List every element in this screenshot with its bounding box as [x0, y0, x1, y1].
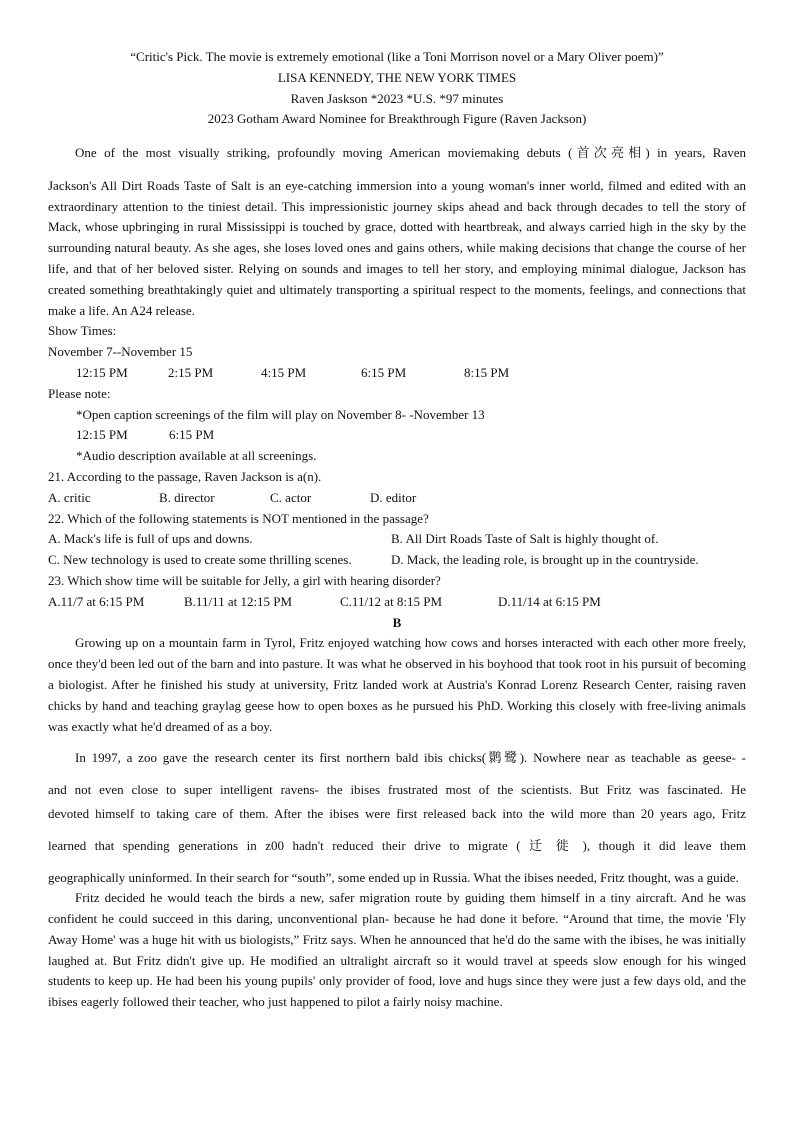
showtime: 8:15 PM	[464, 364, 510, 380]
option: A.11/7 at 6:15 PM	[48, 593, 145, 609]
option: C. actor	[270, 489, 312, 505]
showtimes-label: Show Times:	[48, 323, 117, 339]
option: D.11/14 at 6:15 PM	[498, 593, 601, 609]
question-21-stem: 21. According to the passage, Raven Jackson is a(n).	[48, 468, 322, 484]
option: C.11/12 at 8:15 PM	[340, 593, 443, 609]
option: B. All Dirt Roads Taste of Salt is highly thought of.	[391, 531, 659, 547]
passage-a	[48, 143, 746, 1013]
section-b-letter: B	[392, 614, 402, 630]
passage-a-body: Jackson's All Dirt Roads Taste of Salt is an eye-catching immersion into a young woman's inner world, filmed and edited with an extraordinary attention to the tiniest detail. This impressionistic journey skips ahead and back through decades to tell the story of Mack, whose upbringing in rural Mississippi is touched by grace, dotted with heartbreak, and always carried high in the sky by the surrounding natural beauty. As she ages, she loses loved ones and gains others, while making decisions that change the course of her life, and that of her beloved sister. Relying on sounds and images to tell her story, and employing minimal dialogue, Jackson has created something breathtakingly quiet and ultimately transporting a spiritual respect to the moments, feelings, and connections that make a life. An A24 release.	[48, 177, 746, 318]
film-info: Raven Jaskson *2023 *U.S. *97 minutes	[290, 90, 504, 106]
passage-b-paragraph-2	[48, 748, 746, 888]
showtime: 2:15 PM	[168, 364, 214, 380]
paragraph-line: devoted himself to taking care of them. After the ibises were first released back into the wild more than 20 years ago, Fritz	[48, 805, 746, 821]
option: A. Mack's life is full of ups and downs.	[48, 531, 253, 547]
note-audio: *Audio description available at all screenings.	[76, 448, 317, 464]
paragraph-line: learned that spending generations in z00 hadn't reduced their drive to migrate ( 迁 徙 ), though it did leave them	[48, 837, 746, 853]
question-22-options-cd	[48, 550, 746, 571]
question-21-options	[48, 488, 746, 509]
showtimes-row	[48, 363, 746, 384]
showtime: 4:15 PM	[261, 364, 307, 380]
passage-b-paragraph-3: Fritz decided he would teach the birds a new, safer migration route by guiding them himself in a tiny aircraft. And he was confident he could succeed in this daring, unconventional plan- because he had done it before. “Around that time, the movie 'Fly Away Home' was a huge hit with us biologists,” Fritz says. When he announced that he'd do the same with the ibises, he was initially laughed at. But Fritz didn't give up. He modified an ultralight aircraft so it would travel at speeds slow enough for his winged students to keep up. He had been his young pupils' only provider of food, love and hugs since they were just a few days old, and the ibises eagerly followed their teacher, who just happened to pilot a fairly noisy machine.	[48, 890, 746, 1010]
note-time: 6:15 PM	[169, 427, 215, 443]
note-label: Please note:	[48, 385, 111, 401]
paragraph-line: and not even close to super intelligent ravens- the ibises frustrated most of the scientists. But Fritz was fascinated. He	[48, 782, 746, 798]
option: D. editor	[370, 489, 417, 505]
paragraph-line: In 1997, a zoo gave the research center its first northern bald ibis chicks(鹮鹭). Nowhere near as teachable as geese- -	[75, 750, 746, 766]
option: A. critic	[48, 489, 91, 505]
option: B.11/11 at 12:15 PM	[184, 593, 293, 609]
showtime: 12:15 PM	[76, 364, 128, 380]
passage-b-paragraph-1: Growing up on a mountain farm in Tyrol, Fritz enjoyed watching how cows and horses interacted with each other more freely, once they'd been led out of the barn and into pasture. It was what he observed in his boyhood that took root in his pursuit of becoming a biologist. After he finished his study at university, Fritz landed work at Austria's Konrad Lorenz Research Center, raising raven chicks by hand and teaching graylag geese how to open boxes as he pursued his PhD. Working this closely with free-living animals was exactly what he'd dreamed of as a boy.	[48, 635, 746, 734]
question-23-options	[48, 592, 746, 613]
note-open-caption: *Open caption screenings of the film will play on November 8- -November 13	[76, 406, 485, 422]
option: B. director	[159, 489, 215, 505]
showtime: 6:15 PM	[361, 364, 407, 380]
note-time: 12:15 PM	[76, 427, 128, 443]
option: D. Mack, the leading role, is brought up in the countryside.	[391, 552, 699, 568]
showtimes-dates: November 7--November 15	[48, 344, 193, 360]
note-times-row	[48, 425, 746, 446]
paragraph-line: geographically uninformed. In their search for “south”, some ended up in Russia. What the ibises needed, Fritz thought, was a guide.	[48, 869, 739, 885]
question-22-options-ab	[48, 529, 746, 550]
quote-source: LISA KENNEDY, THE NEW YORK TIMES	[277, 69, 517, 85]
passage-a-first-line: One of the most visually striking, profoundly moving American moviemaking debuts (首次亮相) in years, Raven	[75, 145, 746, 160]
option: C. New technology is used to create some thrilling scenes.	[48, 552, 352, 568]
award-line: 2023 Gotham Award Nominee for Breakthrough Figure (Raven Jackson)	[207, 111, 587, 127]
question-22-stem: 22. Which of the following statements is NOT mentioned in the passage?	[48, 510, 429, 526]
header-block	[48, 47, 746, 130]
question-23-stem: 23. Which show time will be suitable for Jelly, a girl with hearing disorder?	[48, 572, 441, 588]
critic-quote: “Critic's Pick. The movie is extremely emotional (like a Toni Morrison novel or a Mary Oliver poem)”	[130, 49, 664, 64]
